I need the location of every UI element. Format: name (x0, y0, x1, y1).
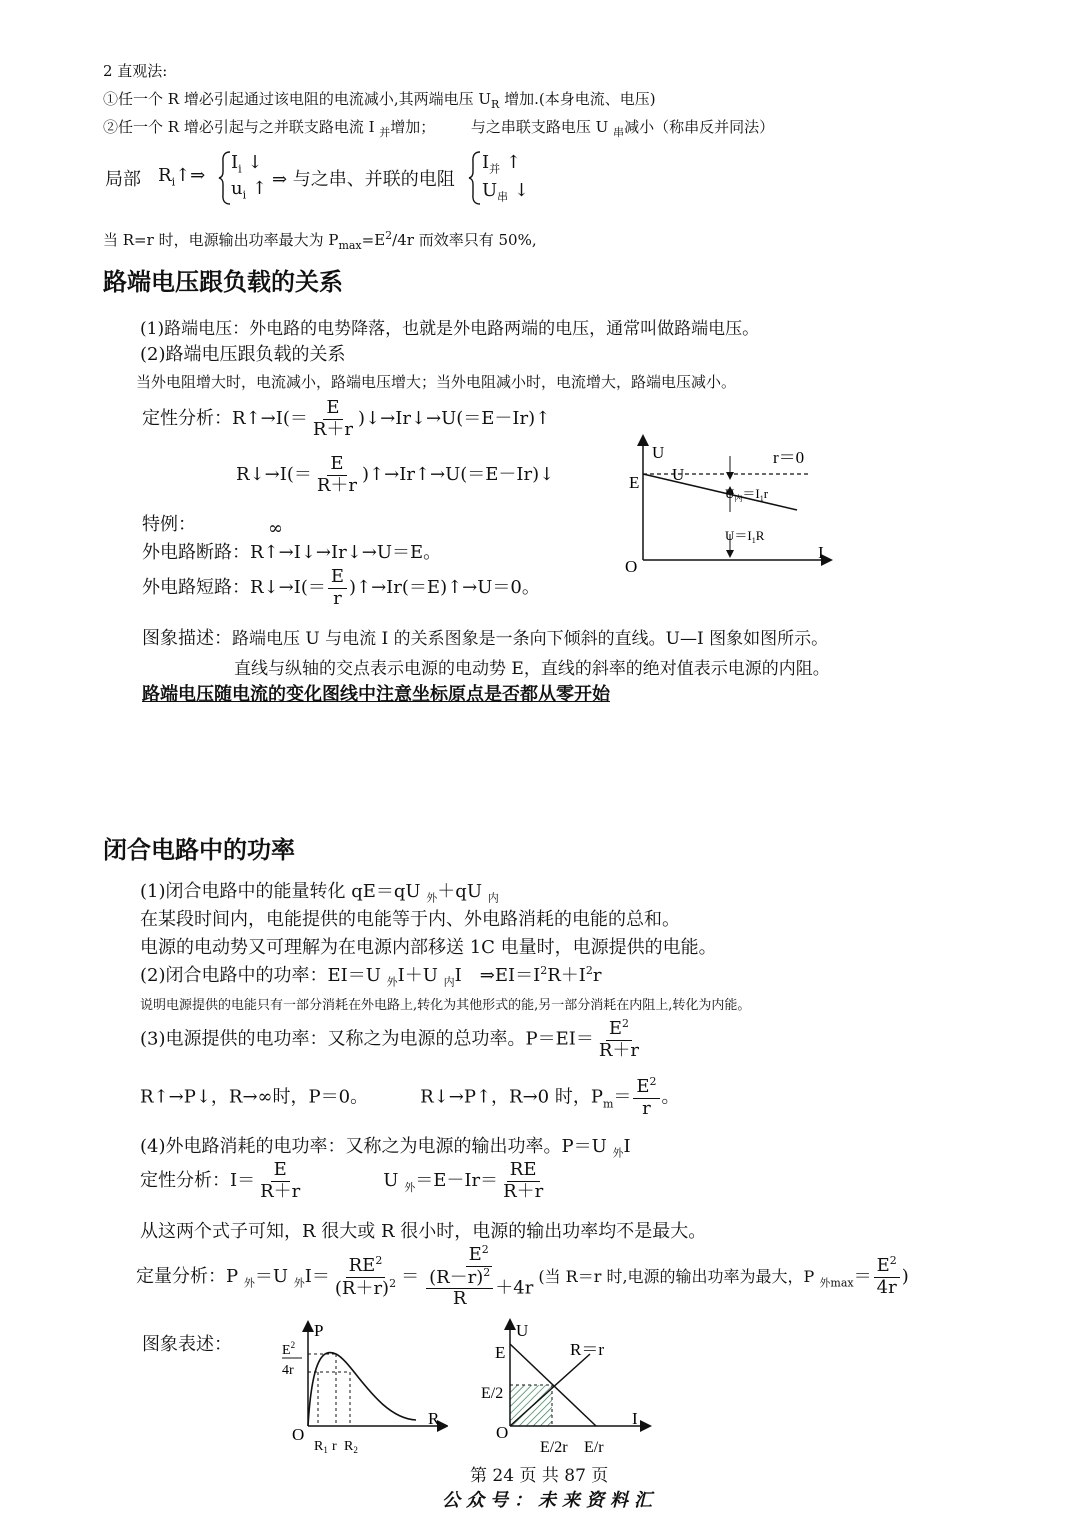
ui-u-inner-label (725, 486, 769, 503)
fraction-num: E (327, 454, 346, 476)
fraction-num: RE (507, 1160, 540, 1182)
pr-r-label: R (428, 1409, 440, 1428)
pr-e2-sup: 2 (290, 1340, 296, 1350)
infinity-symbol: ∞ (268, 518, 283, 539)
max-power-b: =E (361, 231, 386, 249)
fraction-den: R＋r (503, 1180, 544, 1202)
fraction (874, 1255, 900, 1298)
p4-b: I＋U (397, 965, 444, 986)
p11-f: ) (901, 1266, 909, 1288)
fraction (633, 1076, 659, 1119)
max-power-c: /4r 而效率只有 50%, (392, 231, 537, 249)
fraction-num (426, 1267, 493, 1290)
fraction-den: r (333, 587, 342, 609)
p7-b: R↓→P↑，R→0 时，P (420, 1086, 603, 1108)
rule-two-a: ②任一个 R 增必引起与之并联支路电流 I (103, 118, 380, 136)
p8-a: (4)外电路消耗的电功率：又称之为电源的输出功率。P＝U (140, 1136, 613, 1157)
local-r-sub: i (171, 175, 176, 189)
p11-a: ＝U (254, 1266, 294, 1288)
terminal-voltage-def: (1)路端电压：外电路的电势降落，也就是外电路两端的电压，通常叫做路端电压。 (140, 319, 760, 339)
p1-sub2: 内 (487, 891, 499, 905)
graph-desc-1: 路端电压 U 与电流 I 的关系图象是一条向下倾斜的直线。U—I 图象如图所示。 (232, 629, 829, 649)
output-power (140, 1132, 631, 1161)
brace2-current-i: I (482, 152, 490, 173)
p11-den2-top: (R－r) (429, 1266, 484, 1288)
pr-r-value-label: r (332, 1439, 337, 1454)
p4-c: I ⇒EI＝I (454, 965, 541, 986)
u-inner-sub: 内 (734, 494, 743, 503)
pr-r2-sub: 2 (353, 1445, 358, 1455)
fraction-num (633, 1076, 659, 1099)
p4-a: (2)闭合电路中的功率：EI＝U (140, 965, 387, 986)
fraction-den: R＋r (598, 1039, 640, 1061)
qualitative-2b: )↑→Ir↑→U(＝E－Ir)↓ (362, 464, 555, 486)
ui2-e-half-label: E/2 (481, 1385, 504, 1402)
qualitative-label: 定性分析： (142, 408, 232, 430)
local-r (158, 165, 205, 189)
pr-r2: R (344, 1439, 354, 1454)
qualitative-1a: R↑→I(＝ (232, 408, 308, 430)
pr-e2-label (282, 1340, 295, 1358)
ui-power-chart (478, 1318, 658, 1458)
fraction-num: E (271, 1160, 290, 1182)
fraction-den: 4r (876, 1277, 897, 1299)
graph-description-1 (142, 624, 828, 650)
qualitative-line-2 (236, 454, 554, 496)
terminal-voltage-subhead: (2)路端电压跟负载的关系 (140, 344, 346, 365)
ui2-o-label: O (496, 1423, 509, 1442)
section-title-terminal-voltage: 路端电压跟负载的关系 (103, 268, 343, 296)
output-qualitative (140, 1160, 548, 1202)
ui2-i-label: I (632, 1409, 638, 1428)
power-curve (308, 1353, 416, 1426)
fraction (314, 454, 360, 496)
local-middle: ⇒ 与之串、并联的电阻 (272, 169, 455, 190)
short-a: 外电路短路：R↓→I(＝ (142, 577, 326, 599)
ui2-u-label: U (516, 1321, 529, 1340)
fraction-num (466, 1244, 492, 1267)
brace2-voltage-sub: 串 (497, 190, 509, 204)
fraction (596, 1018, 642, 1061)
output-conclusion: 从这两个式子可知，R 很大或 R 很小时，电源的输出功率均不是最大。 (140, 1221, 707, 1242)
max-power-a: 当 R=r 时，电源输出功率最大为 P (103, 231, 339, 249)
fraction-num (346, 1255, 386, 1278)
fraction-den: R＋r (260, 1180, 301, 1202)
qualitative-2a: R↓→I(＝ (236, 464, 312, 486)
qualitative-line-1 (142, 398, 550, 440)
p4-sub1: 外 (386, 975, 398, 989)
ui-i-label: I (818, 543, 824, 562)
p9-sub: 外 (404, 1180, 416, 1194)
pr-o-label: O (292, 1425, 305, 1444)
rule-two-a-tail: 增加； (390, 118, 436, 136)
fraction (328, 567, 347, 609)
p8-sub: 外 (612, 1146, 624, 1160)
p4-sup2: 2 (585, 964, 593, 977)
ui-e-label: E (629, 473, 640, 492)
p7-num: E (636, 1076, 650, 1097)
ui-u-mid-label: U (672, 465, 685, 484)
page-number: 第 24 页 共 87 页 (470, 1466, 609, 1486)
p11-c: ＝ (401, 1266, 420, 1288)
max-power-sub: max (338, 239, 362, 252)
left-brace-icon (468, 150, 482, 206)
p7-sup: 2 (649, 1075, 657, 1088)
circuit-power (140, 961, 602, 990)
pr-4r-label: 4r (282, 1363, 294, 1378)
p11-den1: (R＋r) (334, 1277, 390, 1299)
p4-e: r (592, 965, 602, 986)
rule-two-b-tail: 减小（称串反并同法） (624, 118, 775, 136)
power-extremes (140, 1076, 680, 1119)
p4-d: R＋I (547, 965, 586, 986)
graph-label: 图象描述： (142, 628, 232, 649)
footer-brand: 公众号：未来资料汇 (442, 1490, 658, 1511)
rule-one (103, 88, 656, 111)
special-case-label: 特例： (142, 514, 196, 535)
ui2-e2r-label: E/2r (540, 1439, 568, 1456)
p11-sup1: 2 (375, 1253, 383, 1267)
ui-u-outer-label (725, 528, 765, 545)
u-outer-a: U＝I (725, 528, 752, 543)
rule-one-text: ①任一个 R 增必引起通过该电阻的电流减小,其两端电压 U (103, 90, 492, 108)
local-r-symbol: R (158, 165, 172, 186)
fraction (332, 1255, 399, 1299)
p6-sup: 2 (622, 1017, 630, 1030)
p11-sub1: 外 (243, 1276, 255, 1290)
brace-current-arrow: ↓ (247, 152, 263, 173)
rule-two (103, 116, 774, 140)
p6-num: E (608, 1018, 623, 1039)
p9-c: ＝E－Ir＝ (415, 1170, 499, 1192)
terminal-voltage-rule: 当外电阻增大时，电流减小，路端电压增大；当外电阻减小时，电流增大，路端电压减小。 (136, 373, 737, 391)
p11-densup1: 2 (389, 1276, 397, 1290)
fraction-den (332, 1278, 399, 1300)
short-b: )↑→Ir(＝E)↑→U＝0。 (349, 577, 540, 599)
short-circuit (142, 567, 540, 609)
method-heading: 2 直观法: (103, 62, 168, 80)
graph-description-2: 直线与纵轴的交点表示电源的电动势 E，直线的斜率的绝对值表示电源的内阻。 (234, 659, 830, 679)
pr-chart (278, 1318, 448, 1458)
max-power-note (103, 229, 537, 252)
p9-b: U (383, 1170, 405, 1192)
p4-sup1: 2 (540, 964, 548, 977)
fraction-den: R＋r (316, 474, 358, 496)
ui2-er-label: E/r (584, 1439, 604, 1456)
fraction (500, 1160, 546, 1202)
max-power-sup: 2 (385, 229, 393, 242)
energy-conversion (140, 877, 499, 906)
fraction-den: R＋r (312, 418, 354, 440)
pr-r1: R (314, 1439, 324, 1454)
u-inner-c: r (763, 486, 769, 501)
ui-line (643, 474, 797, 510)
left-brace-icon (218, 150, 232, 206)
open-circuit: 外电路断路：R↑→I↓→Ir↓→U＝E。 (142, 542, 442, 563)
brace2-voltage-arrow: ↓ (513, 180, 529, 201)
qualitative-1b: )↓→Ir↓→U(＝E－Ir)↑ (358, 408, 551, 430)
p7-d: 。 (661, 1086, 680, 1108)
ui-o-label: O (625, 557, 638, 576)
p1-a: (1)闭合电路中的能量转化 qE＝qU (140, 881, 427, 902)
p11-den2-sup: 2 (483, 1265, 491, 1279)
p11-e: ＝ (853, 1266, 872, 1288)
power-explanation: 说明电源提供的电能只有一部分消耗在外电路上,转化为其他形式的能,另一部分消耗在内阻上,转化为内能。 (140, 998, 751, 1013)
pr-r2-label (344, 1439, 358, 1455)
p11-sup3: 2 (889, 1254, 897, 1268)
p4-sub2: 内 (443, 975, 455, 989)
fraction (310, 398, 356, 440)
u-inner-b: ＝I (742, 486, 760, 501)
p1-sub1: 外 (426, 891, 438, 905)
u-inner-sub2: 1 (759, 494, 764, 503)
p11-d: (当 R＝r 时,电源的输出功率为最大，P (538, 1267, 820, 1287)
brace-current-i: I (231, 152, 239, 173)
ui-r0-label: r＝0 (773, 448, 805, 467)
rule-two-a-sub: 并 (379, 126, 391, 139)
p11-num2: E (468, 1244, 482, 1265)
brace-voltage (231, 178, 267, 202)
u-outer-sub: 1 (751, 536, 756, 545)
fraction (257, 1160, 303, 1202)
p11-sub2: 外 (293, 1276, 305, 1290)
p11-num3: E (876, 1255, 890, 1277)
u-outer-b: R (755, 528, 765, 543)
p7-sub: m (602, 1097, 614, 1111)
brace2-voltage (482, 180, 529, 205)
rule-two-b-sub: 串 (613, 126, 625, 139)
brace-voltage-arrow: ↑ (251, 178, 267, 199)
p1-b: ＋qU (437, 881, 488, 902)
rule-one-sub: R (491, 98, 500, 111)
total-power (140, 1018, 644, 1061)
ui2-e-label: E (495, 1343, 506, 1362)
output-quantitative (136, 1244, 909, 1310)
nested-fraction (426, 1267, 493, 1310)
section-title-power: 闭合电路中的功率 (103, 836, 295, 864)
fraction-den (421, 1267, 536, 1310)
fraction-den: r (642, 1097, 651, 1119)
p9-label: 定性分析：I＝ (140, 1170, 256, 1192)
pr-r1-label (314, 1439, 328, 1455)
local-r-arrow: ↑⇒ (175, 165, 206, 186)
p11-b: I＝ (304, 1266, 330, 1288)
p7-c: ＝ (613, 1086, 632, 1108)
rule-two-b: 与之串联支路电压 U (470, 118, 614, 136)
fraction-num: E (328, 567, 347, 589)
ui2-r-eq-label: R＝r (570, 1340, 604, 1359)
brace-current-sub: i (238, 162, 242, 176)
pr-r1-sub: 1 (323, 1445, 328, 1455)
u-inner-a: U (725, 486, 735, 501)
p11-den2-tail: ＋4r (495, 1277, 534, 1299)
brace2-current-arrow: ↑ (505, 152, 521, 173)
pr-p-label: P (314, 1321, 324, 1340)
brace-voltage-u: u (231, 178, 243, 199)
local-label: 局部 (105, 169, 141, 190)
ui-u-label: U (652, 443, 665, 462)
emf-meaning: 电源的电动势又可理解为在电源内部移送 1C 电量时，电源提供的电能。 (140, 937, 717, 958)
fraction-num (606, 1018, 632, 1041)
ui-chart (615, 432, 840, 582)
rule-one-tail: 增加.(本身电流、电压) (499, 90, 656, 108)
energy-sum: 在某段时间内，电能提供的电能等于内、外电路消耗的电能的总和。 (140, 909, 680, 930)
p6-a: (3)电源提供的电功率：又称之为电源的总功率。P＝EI＝ (140, 1028, 594, 1050)
fraction-num (874, 1255, 900, 1278)
fraction (421, 1244, 536, 1310)
p11-sub3: 外max (819, 1276, 854, 1290)
pr-e2: E (282, 1343, 291, 1358)
brace2-current (482, 152, 521, 177)
p11-sup2: 2 (481, 1243, 489, 1256)
brace-current (231, 152, 262, 176)
p8-b: I (623, 1136, 631, 1157)
brace-voltage-sub: i (242, 188, 247, 202)
p7-a: R↑→P↓，R→∞时，P＝0。 (140, 1086, 369, 1108)
fraction-num: E (323, 398, 342, 420)
brace2-current-sub: 并 (489, 162, 501, 176)
p11-num1: RE (348, 1254, 376, 1276)
brace2-voltage-u: U (482, 180, 498, 201)
origin-note: 路端电压随电流的变化图线中注意坐标原点是否都从零开始 (142, 684, 610, 705)
p11-label: 定量分析：P (136, 1266, 244, 1288)
graph-expression-label: 图象表述： (142, 1334, 232, 1355)
fraction-den: R (452, 1288, 467, 1310)
